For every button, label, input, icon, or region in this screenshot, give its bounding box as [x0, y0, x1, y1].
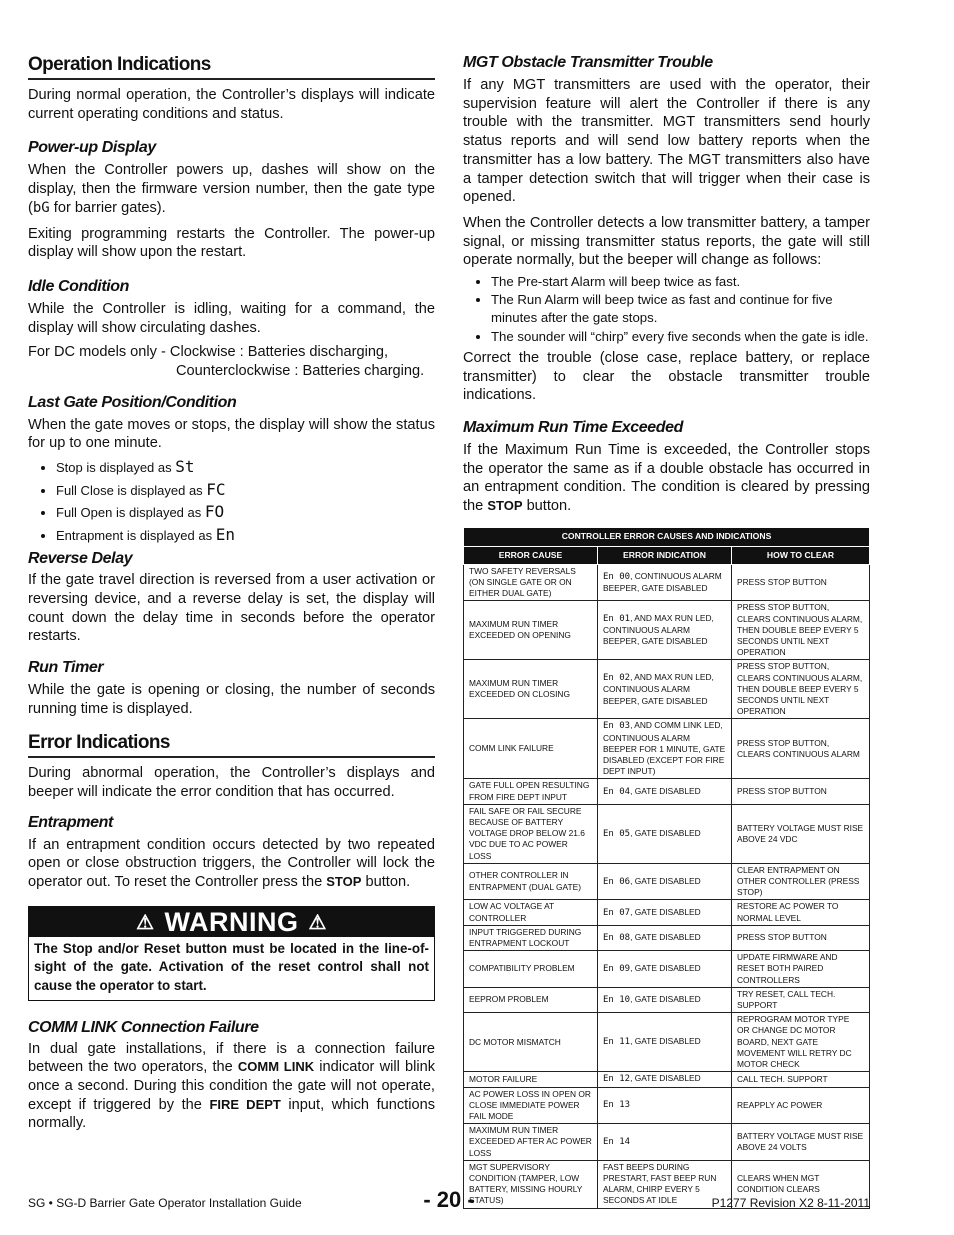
- warning-text: The Stop and/or Reset button must be located in the line-of-sight of the gate. Activation of the reset control shall not cause the operator to start.: [34, 940, 429, 994]
- table-row: [464, 987, 870, 1012]
- dc-models-text: For DC models only - Clockwise : Batteries discharging, Counterclockwise : Batteries charging.: [28, 344, 425, 380]
- error-cause-cell: OTHER CONTROLLER IN ENTRAPMENT (DUAL GATE): [464, 863, 598, 900]
- mgt-heading: MGT Obstacle Transmitter Trouble: [463, 54, 713, 71]
- segment-code: En 07: [603, 907, 631, 918]
- how-to-clear-cell: RESTORE AC POWER TO NORMAL LEVEL: [732, 900, 870, 925]
- how-to-clear-cell: PRESS STOP BUTTON, CLEARS CONTINUOUS ALARM: [732, 719, 870, 779]
- idle-heading: Idle Condition: [28, 277, 130, 295]
- segment-code: En 03: [603, 721, 631, 732]
- error-indication-cell: [598, 951, 732, 988]
- how-to-clear-cell: PRESS STOP BUTTON: [732, 564, 870, 601]
- segment-code: En 02: [603, 673, 631, 684]
- list-item: • Entrapment is displayed as En: [56, 524, 435, 547]
- table-header-indication: ERROR INDICATION: [598, 546, 732, 564]
- error-indication-cell: [598, 925, 732, 950]
- error-cause-cell: AC POWER LOSS IN OPEN OR CLOSE IMMEDIATE POWER FAIL MODE: [464, 1087, 598, 1124]
- max-run-heading: Maximum Run Time Exceeded: [463, 418, 684, 436]
- segment-code: En 09: [603, 963, 631, 974]
- entrapment-text: If an entrapment condition occurs detected by two repeated open or close obstruction triggers, the Controller will lock the operator out. To reset the Controller press the STOP button.: [28, 836, 435, 891]
- mgt-text-3: Correct the trouble (close case, replace battery, or replace transmitter) to clear the obstacle transmitter trouble indications.: [463, 349, 870, 404]
- reverse-delay-heading: Reverse Delay: [28, 550, 133, 568]
- error-indication-cell: [598, 1087, 732, 1124]
- error-cause-cell: MAXIMUM RUN TIMER EXCEEDED ON OPENING: [464, 601, 598, 660]
- table-body: [464, 564, 870, 1208]
- error-cause-cell: COMPATIBILITY PROBLEM: [464, 951, 598, 988]
- list-item: • The Run Alarm will beep twice as fast and continue for five minutes after the gate stops.: [491, 291, 870, 327]
- how-to-clear-cell: BATTERY VOLTAGE MUST RISE ABOVE 24 VDC: [732, 804, 870, 863]
- indication-text: , AND MAX RUN LED, CONTINUOUS ALARM BEEPER, GATE DISABLED: [603, 672, 714, 706]
- list-item: • Stop is displayed as St: [56, 456, 435, 479]
- segment-code: En 12: [603, 1074, 631, 1085]
- table-row: [464, 900, 870, 925]
- how-to-clear-cell: CLEARS WHEN MGT CONDITION CLEARS: [732, 1160, 870, 1208]
- reverse-delay-text: If the gate travel direction is reversed from a user activation or reversing device, and a reverse delay is set, the display will count down the delay time in seconds before the operator restarts.: [28, 572, 435, 645]
- indication-text: , AND COMM LINK LED, CONTINUOUS ALARM BEEPER FOR 1 MINUTE, GATE DISABLED (EXCEPT FOR FIRE DEPT INPUT): [603, 720, 726, 777]
- error-indication-cell: [598, 601, 732, 660]
- table-title: CONTROLLER ERROR CAUSES AND INDICATIONS: [464, 527, 870, 546]
- mgt-beeper-list: [463, 273, 870, 346]
- indication-text: , GATE DISABLED: [630, 993, 701, 1004]
- table-row: [464, 719, 870, 779]
- error-indications-heading: Error Indications: [28, 730, 435, 758]
- mgt-text-2: When the Controller detects a low transmitter battery, a tamper signal, or missing transmitter status reports, the gate will still operate normally, but the beeper will change as follows:: [463, 214, 870, 269]
- idle-text: While the Controller is idling, waiting for a command, the display will show circulating dashes.: [28, 300, 435, 336]
- segment-code: En 08: [603, 932, 631, 943]
- error-cause-cell: MAXIMUM RUN TIMER EXCEEDED ON CLOSING: [464, 660, 598, 719]
- warning-triangle-icon: ⚠: [308, 911, 327, 934]
- table-row: [464, 1087, 870, 1124]
- table-row: [464, 1013, 870, 1072]
- operation-intro: During normal operation, the Controller’s displays will indicate current operating conditions and status.: [28, 87, 435, 122]
- powerup-heading: Power-up Display: [28, 139, 156, 157]
- page-footer: [28, 1187, 870, 1217]
- table-row: [464, 1124, 870, 1161]
- powerup-text: When the Controller powers up, dashes will show on the display, then the firmware version number, then the gate type (bG for barrier gates).: [28, 162, 435, 216]
- warning-triangle-icon: ⚠: [136, 911, 155, 934]
- error-indication-cell: [598, 779, 732, 804]
- max-run-text: If the Maximum Run Time is exceeded, the Controller stops the operator the same as if a double obstacle has occurred in an entrapment condition. The condition is cleared by pressing the STOP button.: [463, 441, 870, 515]
- run-timer-text: While the gate is opening or closing, the number of seconds running time is displayed.: [28, 681, 435, 717]
- indication-text: , GATE DISABLED: [630, 875, 701, 886]
- indication-text: , GATE DISABLED: [630, 1036, 701, 1047]
- error-indication-cell: [598, 719, 732, 779]
- how-to-clear-cell: PRESS STOP BUTTON, CLEARS CONTINUOUS ALARM, THEN DOUBLE BEEP EVERY 5 SECONDS UNTIL NEXT OPERATION: [732, 660, 870, 719]
- error-cause-cell: EEPROM PROBLEM: [464, 987, 598, 1012]
- error-indication-cell: [598, 900, 732, 925]
- last-position-text: When the gate moves or stops, the display will show the status for up to one minute.: [28, 416, 435, 452]
- table-row: [464, 804, 870, 863]
- error-cause-cell: MAXIMUM RUN TIMER EXCEEDED AFTER AC POWER LOSS: [464, 1124, 598, 1161]
- table-row: [464, 601, 870, 660]
- error-cause-cell: DC MOTOR MISMATCH: [464, 1013, 598, 1072]
- indication-text: , GATE DISABLED: [630, 906, 701, 917]
- segment-code: En 13: [603, 1100, 631, 1111]
- segment-display-text: bG: [32, 199, 50, 216]
- left-column: [28, 52, 435, 1133]
- list-item: • The Pre-start Alarm will beep twice as fast.: [491, 273, 870, 291]
- list-item: • Full Open is displayed as FO: [56, 501, 435, 524]
- how-to-clear-cell: PRESS STOP BUTTON: [732, 779, 870, 804]
- mgt-text-1: If any MGT transmitters are used with the operator, their supervision feature will alert the Controller if there is any trouble with the transmitter. MGT transmitters send hourly status reports and will send low battery reports when the transmitter has a low battery. The MGT transmitters also have a tamper detection switch that will trigger when their case is opened.: [463, 77, 870, 206]
- entrapment-heading: Entrapment: [28, 813, 113, 831]
- table-row: [464, 951, 870, 988]
- how-to-clear-cell: CALL TECH. SUPPORT: [732, 1072, 870, 1087]
- indication-text: , GATE DISABLED: [630, 962, 701, 973]
- error-cause-cell: MGT SUPERVISORY CONDITION (TAMPER, LOW BATTERY, MISSING HOURLY STATUS): [464, 1160, 598, 1208]
- indication-text: , GATE DISABLED: [630, 931, 701, 942]
- table-row: [464, 863, 870, 900]
- error-indication-cell: [598, 564, 732, 601]
- how-to-clear-cell: REAPPLY AC POWER: [732, 1087, 870, 1124]
- table-header-clear: HOW TO CLEAR: [732, 546, 870, 564]
- powerup-restart-text: Exiting programming restarts the Controller. The power-up display will show upon the restart.: [28, 225, 435, 261]
- segment-code: En 11: [603, 1037, 631, 1048]
- last-position-heading: Last Gate Position/Condition: [28, 393, 237, 411]
- error-cause-cell: TWO SAFETY REVERSALS (ON SINGLE GATE OR ON EITHER DUAL GATE): [464, 564, 598, 601]
- footer-revision: P1277 Revision X2 8-11-2011: [711, 1196, 870, 1210]
- how-to-clear-cell: BATTERY VOLTAGE MUST RISE ABOVE 24 VOLTS: [732, 1124, 870, 1161]
- indication-text: , GATE DISABLED: [630, 1073, 701, 1084]
- how-to-clear-cell: PRESS STOP BUTTON, CLEARS CONTINUOUS ALARM, THEN DOUBLE BEEP EVERY 5 SECONDS UNTIL NEXT OPERATION: [732, 601, 870, 660]
- table-row: [464, 660, 870, 719]
- table-row: [464, 564, 870, 601]
- how-to-clear-cell: PRESS STOP BUTTON: [732, 925, 870, 950]
- segment-code: En 14: [603, 1136, 631, 1147]
- operation-indications-heading: Operation Indications: [28, 52, 435, 80]
- how-to-clear-cell: REPROGRAM MOTOR TYPE OR CHANGE DC MOTOR BOARD, NEXT GATE MOVEMENT WILL RETRY DC MOTOR CHECK: [732, 1013, 870, 1072]
- error-intro: During abnormal operation, the Controller’s displays and beeper will indicate the error condition that has occurred.: [28, 765, 435, 801]
- indication-text: , AND MAX RUN LED, CONTINUOUS ALARM BEEPER, GATE DISABLED: [603, 613, 714, 647]
- footer-guide-title: SG • SG-D Barrier Gate Operator Installation Guide: [28, 1196, 302, 1210]
- segment-code: En 04: [603, 786, 631, 797]
- error-cause-cell: FAIL SAFE OR FAIL SECURE BECAUSE OF BATTERY VOLTAGE DROP BELOW 21.6 VDC DUE TO AC POWER LOSS: [464, 804, 598, 863]
- run-timer-heading: Run Timer: [28, 658, 104, 676]
- list-item: • Full Close is displayed as FC: [56, 479, 435, 502]
- segment-code: En 06: [603, 876, 631, 887]
- error-cause-cell: INPUT TRIGGERED DURING ENTRAPMENT LOCKOUT: [464, 925, 598, 950]
- table-row: [464, 1072, 870, 1087]
- table-row: [464, 925, 870, 950]
- how-to-clear-cell: TRY RESET, CALL TECH. SUPPORT: [732, 987, 870, 1012]
- how-to-clear-cell: CLEAR ENTRAPMENT ON OTHER CONTROLLER (PRESS STOP): [732, 863, 870, 900]
- error-cause-cell: COMM LINK FAILURE: [464, 719, 598, 779]
- warning-header: ⚠ WARNING ⚠: [29, 907, 434, 937]
- table-header-cause: ERROR CAUSE: [464, 546, 598, 564]
- segment-code: En 00: [603, 571, 631, 582]
- error-indication-cell: [598, 863, 732, 900]
- segment-code: En 10: [603, 994, 631, 1005]
- error-indication-cell: [598, 660, 732, 719]
- error-indication-cell: [598, 1124, 732, 1161]
- comm-link-text: In dual gate installations, if there is a connection failure between the two operators, the COMM LINK indicator will blink once a second. During this condition the gate will not operate, except if triggered by the FIRE DEPT input, which functions normally.: [28, 1040, 435, 1132]
- error-cause-cell: LOW AC VOLTAGE AT CONTROLLER: [464, 900, 598, 925]
- page-number: - 20 -: [423, 1187, 475, 1212]
- error-cause-cell: GATE FULL OPEN RESULTING FROM FIRE DEPT INPUT: [464, 779, 598, 804]
- right-column: [463, 52, 870, 1209]
- indication-text: , GATE DISABLED: [630, 827, 701, 838]
- table-row: [464, 779, 870, 804]
- segment-code: En 05: [603, 828, 631, 839]
- segment-code: En 01: [603, 614, 631, 625]
- error-indication-cell: [598, 1072, 732, 1087]
- how-to-clear-cell: UPDATE FIRMWARE AND RESET BOTH PAIRED CONTROLLERS: [732, 951, 870, 988]
- comm-link-heading: COMM LINK Connection Failure: [28, 1018, 259, 1036]
- error-indication-cell: [598, 804, 732, 863]
- error-indication-cell: [598, 987, 732, 1012]
- indication-text: , CONTINUOUS ALARM BEEPER, GATE DISABLED: [603, 570, 722, 594]
- error-indication-cell: [598, 1013, 732, 1072]
- error-table: [463, 527, 870, 1209]
- last-position-list: [28, 456, 435, 546]
- indication-text: FAST BEEPS DURING PRESTART, FAST BEEP RUN ALARM, CHIRP EVERY 5 SECONDS AT IDLE: [603, 1161, 717, 1206]
- list-item: • The sounder will “chirp” every five seconds when the gate is idle.: [491, 328, 870, 346]
- indication-text: , GATE DISABLED: [630, 785, 701, 796]
- warning-box: [28, 906, 435, 1001]
- error-cause-cell: MOTOR FAILURE: [464, 1072, 598, 1087]
